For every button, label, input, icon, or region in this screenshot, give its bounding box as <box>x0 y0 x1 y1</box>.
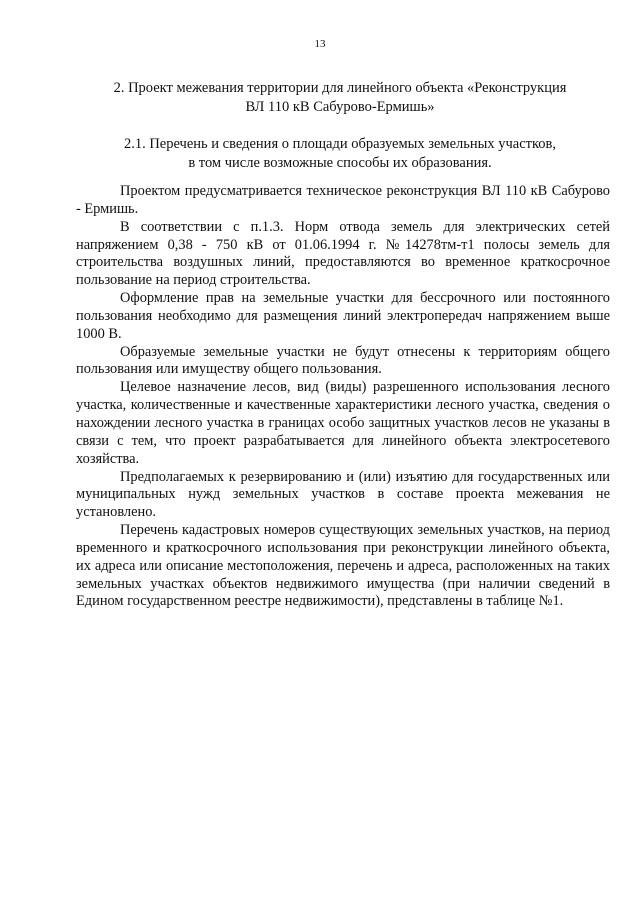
subsection-heading-line-1: 2.1. Перечень и сведения о площади образуемых земельных участков, <box>123 136 557 152</box>
paragraph: Проектом предусматривается техническое реконструкция ВЛ 110 кВ Сабурово - Ермишь. <box>76 183 610 217</box>
section-heading <box>70 79 610 117</box>
section-heading-line-2: ВЛ 110 кВ Сабурово-Ермишь» <box>245 99 435 115</box>
subsection-heading-line-2: в том числе возможные способы их образования. <box>188 155 492 171</box>
paragraph: В соответствии с п.1.3. Норм отвода земель для электрических сетей напряжением 0,38 - 750 кВ от 01.06.1994 г. №14278тм-т1 полосы земель для строительства воздушных линий, предоставляются во временное краткосрочное пользование на период строительства. <box>76 218 610 289</box>
paragraph: Образуемые земельные участки не будут отнесены к территориям общего пользования или имуществу общего пользования. <box>76 343 610 378</box>
paragraph: Целевое назначение лесов, вид (виды) разрешенного использования лесного участка, количественные и качественные характеристики лесного участка, сведения о нахождении лесного участка в границах особо защитных участков лесов не указаны в связи с тем, что проект разрабатывается для линейного объекта электросетевого хозяйства. <box>76 379 610 467</box>
paragraph: Предполагаемых к резервированию и (или) изъятию для государственных или муниципальных нужд земельных участков в составе проекта межевания не установлено. <box>76 468 610 521</box>
body-text <box>76 183 610 611</box>
subsection-heading <box>70 135 610 173</box>
paragraph: Перечень кадастровых номеров существующих земельных участков, на период временного и краткосрочного использования при реконструкции линейного объекта, их адреса или описание местоположения, перечень и адреса, расположенных на таких земельных участках объектов недвижимого имущества (при наличии сведений в Едином государственном реестре недвижимости), представлены в таблице №1. <box>76 522 610 610</box>
section-heading-line-1: 2. Проект межевания территории для линейного объекта «Реконструкция <box>113 80 567 96</box>
page-number: 13 <box>314 38 326 50</box>
paragraph: Оформление прав на земельные участки для бессрочного или постоянного пользования необходимо для размещения линий электропередач напряжением выше 1000 В. <box>76 290 610 342</box>
